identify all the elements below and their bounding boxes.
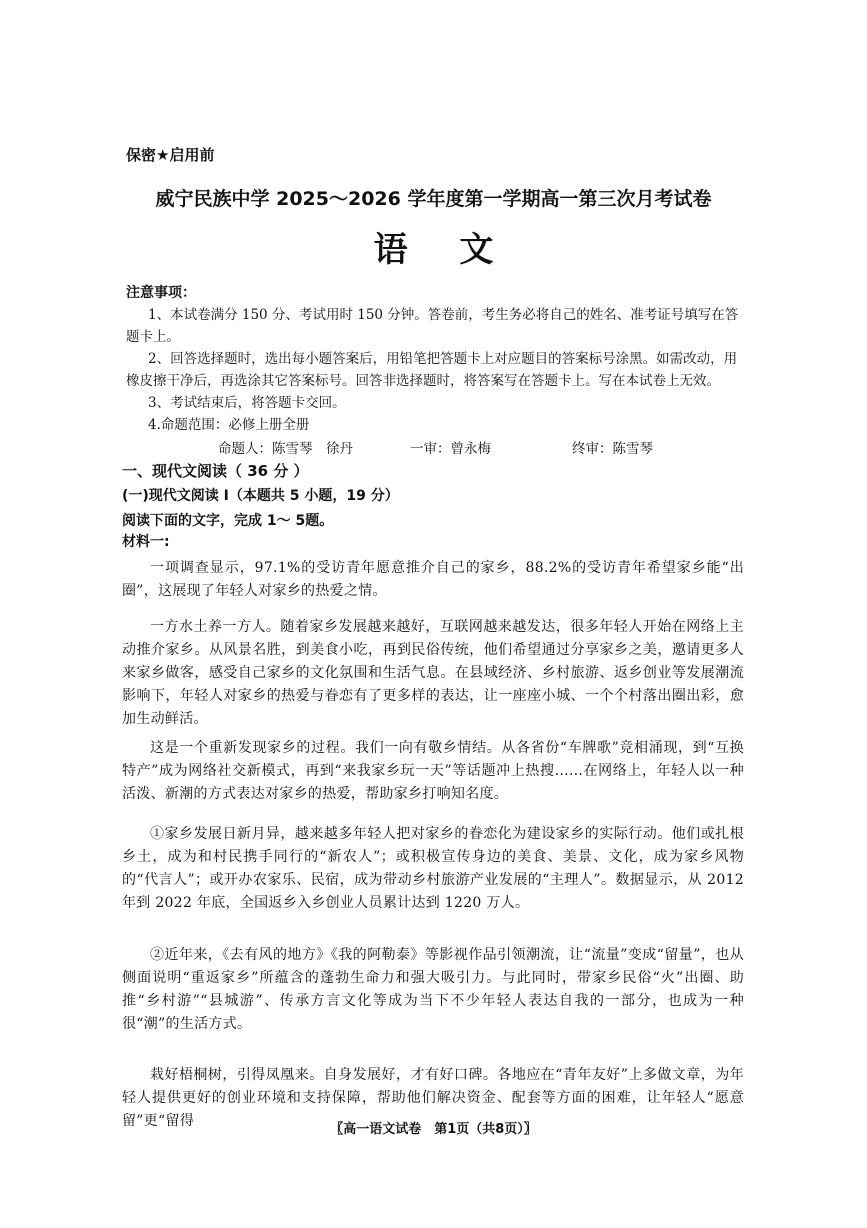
note-item-1: 1、本试卷满分 150 分、考试用时 150 分钟。答卷前，考生务必将自己的姓名、准考证号填写在答题卡上。 [126,307,739,345]
exam-title: 威宁民族中学 2025～2026 学年度第一学期高一第三次月考试卷 [155,188,712,210]
note-item-3: 3、考试结束后，将答题卡交回。 [148,395,346,411]
paragraph: 栽好梧桐树，引得凤凰来。自身发展好，才有好口碑。各地应在“青年友好”上多做文章，为年轻人提供更好的创业环境和支持保障，帮助他们解决资金、配套等方面的困难，让年轻人“愿意留”更“留得 [122,1067,744,1129]
final-reviewer: 终审：陈雪琴 [572,441,653,457]
first-reviewer: 一审：曾永梅 [410,441,491,457]
note-item-2: 2、回答选择题时，选出每小题答案后，用铅笔把答题卡上对应题目的答案标号涂黑。如需改动，用橡皮擦干净后，再选涂其它答案标号。回答非选择题时，将答案写在答题卡上。写在本试卷上无效。 [126,351,738,389]
material-label: 材料一: [122,534,170,550]
reading-instruction: 阅读下面的文字，完成 1～ 5题。 [122,513,334,529]
subject-title: 语 文 [373,230,514,270]
paragraph: 一项调查显示，97.1%的受访青年愿意推介自己的家乡，88.2%的受访青年希望家乡能“出圈”，这展现了年轻人对家乡的热爱之情。 [122,560,744,599]
paragraph: 这是一个重新发现家乡的过程。我们一向有敬乡情结。从各省份“车牌歌”竞相涌现，到“互换特产”成为网络社交新模式，再到“来我家乡玩一天”等话题冲上热搜……在网络上，年轻人以一种活泼、新潮的方式表达对家乡的热爱，帮助家乡打响知名度。 [122,740,744,802]
question-setter: 命题人：陈雪琴 徐丹 [218,441,353,457]
page-footer: 〖高一语文试卷 第1页（共8页）〗 [330,1122,537,1137]
confidential-label: 保密★启用前 [126,146,215,164]
subsection-heading: (一)现代文阅读 I（本题共 5 小题，19 分） [122,488,399,504]
paragraph: ②近年来，《去有风的地方》《我的阿勒泰》等影视作品引领潮流，让“流量”变成“留量”，也从侧面说明“重返家乡”所蕴含的蓬勃生命力和强大吸引力。与此同时，带家乡民俗“火”出圈、助推“乡村游”“县城游”、传承方言文化等成为当下不少年轻人表达自我的一部分，也成为一种很“潮”的生活方式。 [122,947,744,1032]
paragraph: 一方水土养一方人。随着家乡发展越来越好，互联网越来越发达，很多年轻人开始在网络上主动推介家乡。从风景名胜，到美食小吃，再到民俗传统，他们希望通过分享家乡之美，邀请更多人来家乡做客，感受自己家乡的文化氛围和生活气息。在县域经济、乡村旅游、返乡创业等发展潮流影响下，年轻人对家乡的热爱与眷恋有了更多样的表达，让一座座小城、一个个村落出圈出彩，愈加生动鲜活。 [122,619,744,727]
section-heading: 一、现代文阅读（ 36 分 ） [122,462,309,480]
paragraph: ①家乡发展日新月异，越来越多年轻人把对家乡的眷恋化为建设家乡的实际行动。他们或扎根乡土，成为和村民携手同行的“新农人”；或积极宣传身边的美食、美景、文化，成为家乡风物的“代言人”；或开办农家乐、民宿，成为带动乡村旅游产业发展的“主理人”。数据显示，从 2012 年到 2022 年底，全国返乡入乡创业人员累计达到 1220 万人。 [122,826,744,911]
notes-heading: 注意事项： [126,285,196,301]
note-item-4: 4.命题范围：必修上册全册 [148,417,310,433]
